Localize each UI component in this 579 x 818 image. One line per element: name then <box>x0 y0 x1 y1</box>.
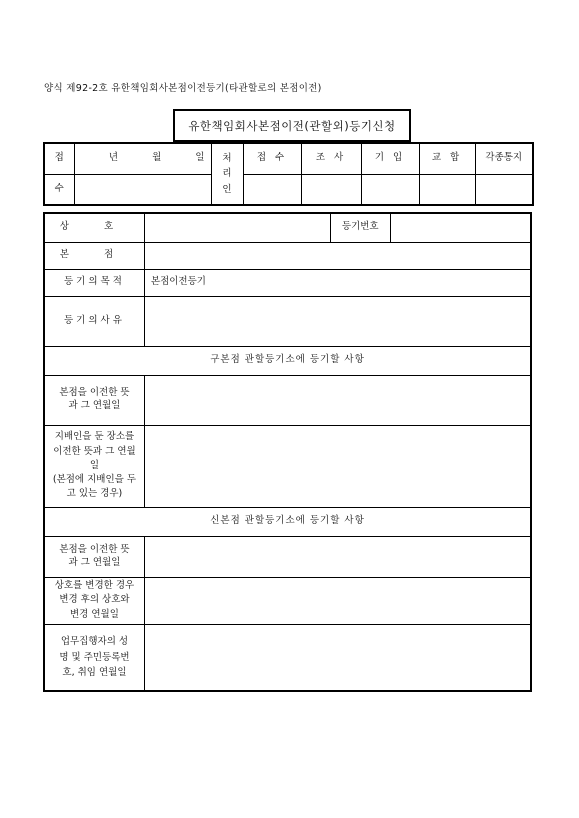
receipt-notice-field[interactable] <box>475 174 533 205</box>
receipt-number-field[interactable] <box>74 174 211 205</box>
branch-line-5: 고 있는 경우) <box>66 488 123 500</box>
field-reason[interactable] <box>144 296 531 346</box>
executive-line-2: 명 및 주민등록번 <box>59 651 130 663</box>
field-branch-move[interactable] <box>144 425 531 507</box>
branch-line-2: 이전한 뜻과 그 연월 <box>53 445 136 457</box>
receipt-jeop: 접 <box>44 143 74 174</box>
field-reg-no[interactable] <box>390 213 531 242</box>
form-caption: 양식 제92-2호 유한책임회사본점이전등기(타관할로의 본점이전) <box>44 83 322 94</box>
label-sangho: 상 호 <box>44 213 144 242</box>
label-reg-no: 등기번호 <box>330 213 390 242</box>
executive-line-3: 호, 취임 연월일 <box>62 666 127 678</box>
cheori-char-2: 리 <box>222 168 232 180</box>
receipt-gyohap-header: 교 합 <box>419 143 475 174</box>
cheori-char-3: 인 <box>222 183 232 195</box>
receipt-giip-field[interactable] <box>361 174 419 205</box>
label-name-change <box>44 577 144 624</box>
label-executive <box>44 624 144 691</box>
receipt-giip-header: 기 입 <box>361 143 419 174</box>
name-change-line-3: 변경 연월일 <box>70 608 119 620</box>
branch-line-1: 지배인을 둔 장소를 <box>54 431 135 443</box>
branch-line-3: 일 <box>89 459 100 471</box>
form-title: 유한책임회사본점이전(관할외)등기신청 <box>173 109 411 142</box>
receipt-jeopsu-header: 접 수 <box>243 143 301 174</box>
field-name-change[interactable] <box>144 577 531 624</box>
receipt-table <box>43 142 534 206</box>
old-move-line-1: 본점을 이전한 뜻 <box>59 387 130 399</box>
receipt-date[interactable] <box>74 143 211 174</box>
label-old-move <box>44 375 144 425</box>
field-executive[interactable] <box>144 624 531 691</box>
new-move-line-2: 과 그 연월일 <box>68 556 121 568</box>
receipt-cheori <box>211 143 243 205</box>
date-month-label: 월 <box>152 152 162 164</box>
label-bonjeom: 본 점 <box>44 242 144 269</box>
receipt-josa-field[interactable] <box>301 174 361 205</box>
name-change-line-1: 상호를 변경한 경우 <box>54 580 135 592</box>
field-old-move[interactable] <box>144 375 531 425</box>
date-year-label: 년 <box>108 152 118 164</box>
field-bonjeom[interactable] <box>144 242 531 269</box>
section-old-office: 구본점 관할등기소에 등기할 사항 <box>44 346 531 375</box>
receipt-gyohap-field[interactable] <box>419 174 475 205</box>
new-move-line-1: 본점을 이전한 뜻 <box>59 543 130 555</box>
application-table <box>43 212 532 692</box>
date-day-label: 일 <box>195 152 205 164</box>
field-purpose[interactable]: 본점이전등기 <box>144 269 531 296</box>
name-change-line-2: 변경 후의 상호와 <box>59 594 130 606</box>
executive-line-1: 업무집행자의 성 <box>60 636 129 648</box>
section-new-office: 신본점 관할등기소에 등기할 사항 <box>44 507 531 536</box>
receipt-josa-header: 조 사 <box>301 143 361 174</box>
label-branch-move <box>44 425 144 507</box>
receipt-notice-header: 각종통지 <box>475 143 533 174</box>
cheori-char-1: 처 <box>222 153 232 165</box>
branch-line-4: (본점에 지배인을 두 <box>52 474 137 486</box>
label-reason: 등기의사유 <box>44 296 144 346</box>
receipt-jeopsu-field[interactable] <box>243 174 301 205</box>
receipt-su: 수 <box>44 174 74 205</box>
field-new-move[interactable] <box>144 536 531 577</box>
field-sangho[interactable] <box>144 213 330 242</box>
old-move-line-2: 과 그 연월일 <box>68 400 121 411</box>
label-purpose: 등기의목적 <box>44 269 144 296</box>
label-new-move <box>44 536 144 577</box>
